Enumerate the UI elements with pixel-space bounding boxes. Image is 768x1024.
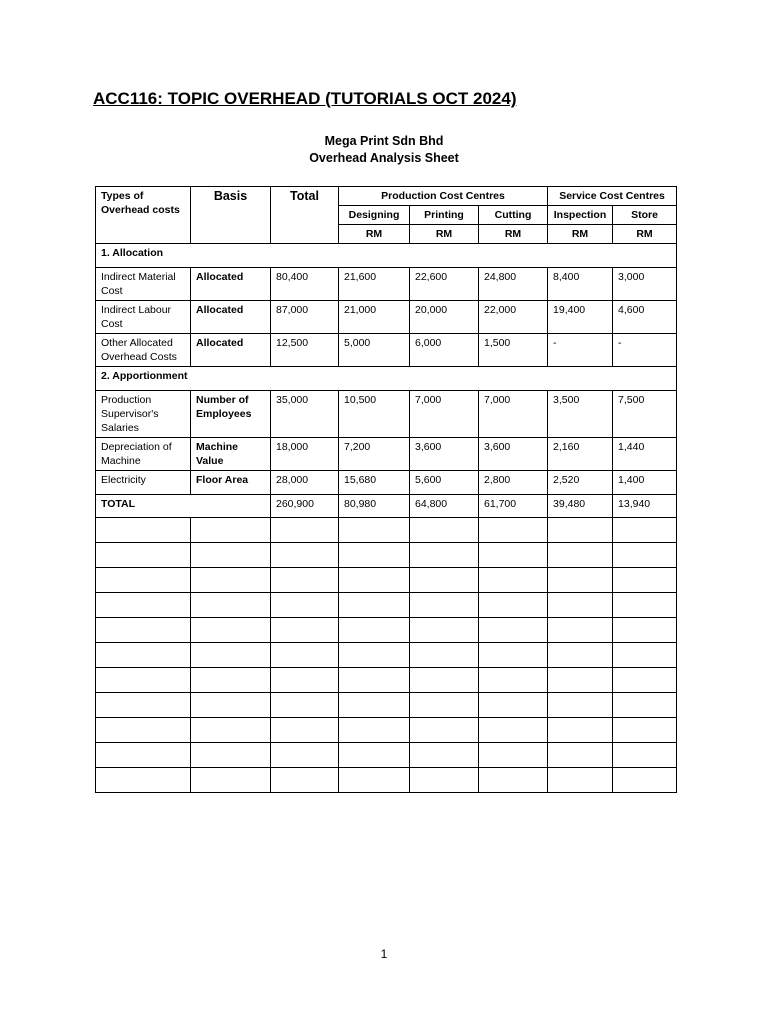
blank-row <box>96 593 677 618</box>
blank-cell <box>410 668 479 693</box>
blank-cell <box>271 743 339 768</box>
blank-cell <box>548 718 613 743</box>
blank-cell <box>548 518 613 543</box>
row-basis: Floor Area <box>191 471 271 495</box>
blank-cell <box>339 643 410 668</box>
blank-cell <box>271 643 339 668</box>
row-total: 80,400 <box>271 268 339 301</box>
blank-cell <box>410 693 479 718</box>
blank-cell <box>271 718 339 743</box>
row-total: 87,000 <box>271 301 339 334</box>
row-basis: Allocated <box>191 334 271 367</box>
table-row <box>96 301 677 334</box>
grand-total: 260,900 <box>271 495 339 518</box>
row-value-store: 7,500 <box>613 391 677 438</box>
row-value-designing: 10,500 <box>339 391 410 438</box>
header-overhead-costs: Overhead costs <box>101 204 180 216</box>
blank-cell <box>479 618 548 643</box>
table-row <box>96 268 677 301</box>
blank-cell <box>271 568 339 593</box>
blank-cell <box>410 743 479 768</box>
row-value-cutting: 3,600 <box>479 438 548 471</box>
blank-cell <box>339 593 410 618</box>
blank-cell <box>271 518 339 543</box>
header-centre-cutting: Cutting <box>479 206 548 225</box>
blank-cell <box>548 668 613 693</box>
row-name: Indirect Labour Cost <box>96 301 191 334</box>
header-centre-store: Store <box>613 206 677 225</box>
page-number: 1 <box>380 947 388 961</box>
blank-cell <box>410 643 479 668</box>
blank-cell <box>613 543 677 568</box>
blank-cell <box>548 643 613 668</box>
blank-cell <box>191 768 271 793</box>
row-value-store: - <box>613 334 677 367</box>
blank-row <box>96 668 677 693</box>
row-name: Other Allocated Overhead Costs <box>96 334 191 367</box>
total-designing: 80,980 <box>339 495 410 518</box>
row-value-store: 1,400 <box>613 471 677 495</box>
row-value-store: 4,600 <box>613 301 677 334</box>
section-label-allocation: 1. Allocation <box>96 244 677 268</box>
blank-cell <box>479 743 548 768</box>
blank-cell <box>548 768 613 793</box>
total-inspection: 39,480 <box>548 495 613 518</box>
row-value-inspection: 8,400 <box>548 268 613 301</box>
blank-cell <box>339 543 410 568</box>
overhead-analysis-table <box>95 186 677 793</box>
unit-label: RM <box>548 225 613 244</box>
blank-row <box>96 568 677 593</box>
row-total: 12,500 <box>271 334 339 367</box>
section-label-apportionment: 2. Apportionment <box>96 367 677 391</box>
blank-cell <box>96 768 191 793</box>
row-value-inspection: 3,500 <box>548 391 613 438</box>
blank-cell <box>548 693 613 718</box>
row-name: Indirect Material Cost <box>96 268 191 301</box>
row-value-designing: 7,200 <box>339 438 410 471</box>
row-value-designing: 21,000 <box>339 301 410 334</box>
blank-cell <box>339 693 410 718</box>
blank-row <box>96 518 677 543</box>
table-row <box>96 438 677 471</box>
blank-cell <box>271 543 339 568</box>
table-row <box>96 391 677 438</box>
blank-row <box>96 543 677 568</box>
blank-cell <box>339 743 410 768</box>
blank-cell <box>339 718 410 743</box>
blank-cell <box>339 768 410 793</box>
blank-cell <box>191 643 271 668</box>
total-cutting: 61,700 <box>479 495 548 518</box>
blank-cell <box>96 518 191 543</box>
row-value-printing: 22,600 <box>410 268 479 301</box>
unit-label: RM <box>613 225 677 244</box>
total-row <box>96 495 677 518</box>
row-value-cutting: 7,000 <box>479 391 548 438</box>
blank-cell <box>479 593 548 618</box>
row-name: Electricity <box>96 471 191 495</box>
row-value-designing: 5,000 <box>339 334 410 367</box>
total-store: 13,940 <box>613 495 677 518</box>
blank-cell <box>339 518 410 543</box>
blank-cell <box>613 593 677 618</box>
header-types-cell <box>96 187 191 244</box>
blank-cell <box>548 618 613 643</box>
blank-cell <box>479 543 548 568</box>
row-value-cutting: 1,500 <box>479 334 548 367</box>
blank-cell <box>191 618 271 643</box>
row-value-inspection: 19,400 <box>548 301 613 334</box>
company-name: Mega Print Sdn Bhd <box>324 134 444 148</box>
blank-cell <box>548 543 613 568</box>
blank-cell <box>410 568 479 593</box>
blank-cell <box>271 668 339 693</box>
blank-cell <box>479 668 548 693</box>
header-centre-printing: Printing <box>410 206 479 225</box>
header-total: Total <box>271 187 339 244</box>
unit-label: RM <box>339 225 410 244</box>
header-types-of: Types of <box>101 190 144 202</box>
blank-cell <box>613 718 677 743</box>
blank-row <box>96 693 677 718</box>
blank-cell <box>410 543 479 568</box>
blank-cell <box>613 668 677 693</box>
blank-row <box>96 643 677 668</box>
blank-cell <box>191 593 271 618</box>
blank-cell <box>191 568 271 593</box>
blank-cell <box>410 718 479 743</box>
blank-cell <box>96 668 191 693</box>
header-centre-designing: Designing <box>339 206 410 225</box>
unit-label: RM <box>479 225 548 244</box>
row-value-designing: 21,600 <box>339 268 410 301</box>
row-total: 28,000 <box>271 471 339 495</box>
row-basis: Machine Value <box>191 438 271 471</box>
blank-cell <box>613 768 677 793</box>
total-label: TOTAL <box>96 495 271 518</box>
row-value-inspection: 2,160 <box>548 438 613 471</box>
row-value-inspection: - <box>548 334 613 367</box>
unit-label: RM <box>410 225 479 244</box>
header-production-cost-centres: Production Cost Centres <box>339 187 548 206</box>
row-value-printing: 5,600 <box>410 471 479 495</box>
blank-cell <box>613 693 677 718</box>
blank-cell <box>96 643 191 668</box>
blank-cell <box>613 643 677 668</box>
blank-cell <box>479 518 548 543</box>
blank-cell <box>271 693 339 718</box>
header-row-1 <box>96 187 677 206</box>
row-value-designing: 15,680 <box>339 471 410 495</box>
blank-cell <box>479 643 548 668</box>
blank-cell <box>479 718 548 743</box>
blank-cell <box>479 768 548 793</box>
sheet-subtitle: Overhead Analysis Sheet <box>309 151 459 165</box>
blank-cell <box>410 768 479 793</box>
row-total: 18,000 <box>271 438 339 471</box>
row-value-printing: 20,000 <box>410 301 479 334</box>
blank-row <box>96 768 677 793</box>
blank-cell <box>479 568 548 593</box>
row-value-printing: 3,600 <box>410 438 479 471</box>
blank-cell <box>548 743 613 768</box>
table-row <box>96 471 677 495</box>
table-row <box>96 334 677 367</box>
blank-cell <box>613 618 677 643</box>
blank-cell <box>613 518 677 543</box>
blank-cell <box>271 618 339 643</box>
blank-cell <box>96 618 191 643</box>
row-name: Production Supervisor's Salaries <box>96 391 191 438</box>
blank-cell <box>339 618 410 643</box>
row-basis: Allocated <box>191 268 271 301</box>
header-service-cost-centres: Service Cost Centres <box>548 187 677 206</box>
blank-cell <box>339 568 410 593</box>
row-name: Depreciation of Machine <box>96 438 191 471</box>
blank-cell <box>548 593 613 618</box>
blank-cell <box>410 593 479 618</box>
blank-cell <box>410 518 479 543</box>
blank-cell <box>96 693 191 718</box>
blank-row <box>96 743 677 768</box>
blank-cell <box>96 593 191 618</box>
blank-cell <box>96 718 191 743</box>
blank-row <box>96 618 677 643</box>
blank-cell <box>191 693 271 718</box>
row-total: 35,000 <box>271 391 339 438</box>
blank-cell <box>613 743 677 768</box>
row-basis: Allocated <box>191 301 271 334</box>
section-row-apportionment <box>96 367 677 391</box>
header-centre-inspection: Inspection <box>548 206 613 225</box>
section-row-allocation <box>96 244 677 268</box>
row-value-store: 1,440 <box>613 438 677 471</box>
row-value-inspection: 2,520 <box>548 471 613 495</box>
row-value-store: 3,000 <box>613 268 677 301</box>
row-value-cutting: 2,800 <box>479 471 548 495</box>
row-value-printing: 6,000 <box>410 334 479 367</box>
blank-cell <box>479 693 548 718</box>
row-basis: Number of Employees <box>191 391 271 438</box>
blank-cell <box>191 743 271 768</box>
sheet-heading <box>0 133 768 167</box>
row-value-cutting: 24,800 <box>479 268 548 301</box>
header-basis: Basis <box>191 187 271 244</box>
blank-cell <box>271 593 339 618</box>
blank-cell <box>613 568 677 593</box>
row-value-cutting: 22,000 <box>479 301 548 334</box>
blank-cell <box>191 718 271 743</box>
blank-cell <box>96 568 191 593</box>
blank-cell <box>191 518 271 543</box>
blank-cell <box>191 543 271 568</box>
blank-cell <box>191 668 271 693</box>
blank-cell <box>410 618 479 643</box>
blank-cell <box>548 568 613 593</box>
total-printing: 64,800 <box>410 495 479 518</box>
document-title: ACC116: TOPIC OVERHEAD (TUTORIALS OCT 2024) <box>93 89 517 108</box>
blank-cell <box>339 668 410 693</box>
blank-cell <box>96 743 191 768</box>
blank-cell <box>271 768 339 793</box>
blank-row <box>96 718 677 743</box>
blank-cell <box>96 543 191 568</box>
row-value-printing: 7,000 <box>410 391 479 438</box>
